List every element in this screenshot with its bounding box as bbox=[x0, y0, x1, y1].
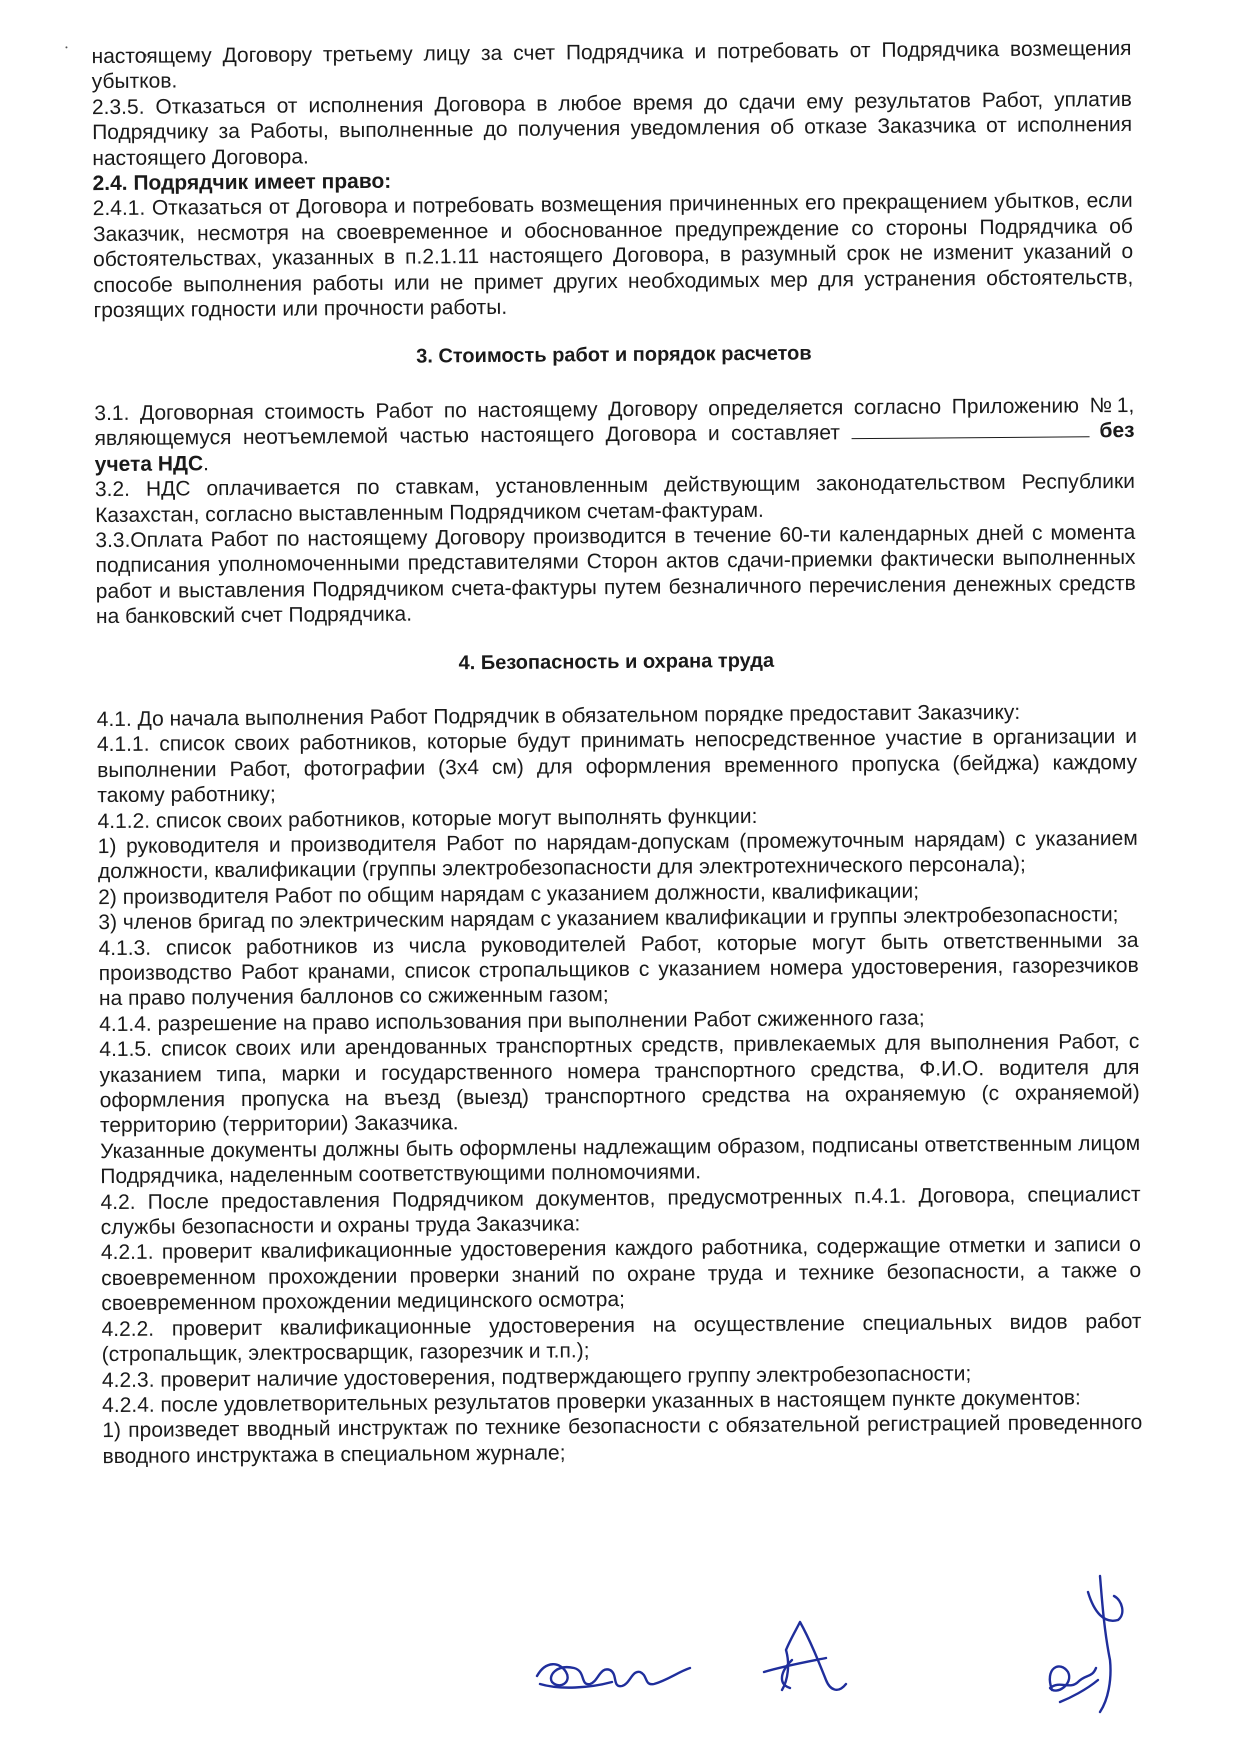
paragraph-4-1-5: 4.1.5. список своих или арендованных транспортных средств, привлекаемых для выполнения Работ, с указанием типа, марки и государственного номера транспортного средства, Ф.И.О. водителя для оформления пропуска на въезд (выезд) транспортного средства на охраняемую (с охраняемой) территорию (территории) Заказчика. bbox=[99, 1030, 1140, 1138]
paragraph-4-2-3: 4.2.3. проверит наличие удостоверения, подтверждающего группу электробезопасности; bbox=[101, 1361, 972, 1392]
paragraph-4-2-2: 4.2.2. проверит квалификационные удостоверения на осуществление специальных видов работ (стропальщик, электросварщик, газорезчик и т.п.); bbox=[101, 1309, 1142, 1367]
paragraph-2-4-1: 2.4.1. Отказаться от Договора и потребовать возмещения причиненных его прекращением убытков, если Заказчик, несмотря на своевременное и обоснованное предупреждение со стороны Подрядчика об обстоятельствах, указанных в п.2.1.11 настоящего Договора, в разумный срок не изменит указаний о способе выполнения работы или не примет других необходимых мер для устранения обстоятельств, грозящих годности или прочности работы. bbox=[92, 189, 1134, 323]
subheading-2-4: 2.4. Подрядчик имеет право: bbox=[92, 169, 392, 196]
paragraph-4-1-1: 4.1.1. список своих работников, которые будут принимать непосредственное участие в организации и выполнении Работ, фотографии (3х4 см) для оформления временного пропуска (бейджа) каждому такому работнику; bbox=[96, 725, 1138, 808]
paragraph-4-2: 4.2. После предоставления Подрядчиком документов, предусмотренных п.4.1. Договора, специалист службы безопасности и охраны труда Заказчика: bbox=[100, 1182, 1141, 1240]
list-item-1: 1) руководителя и производителя Работ по нарядам-допускам (промежуточным нарядам) с указанием должности, квалификации (группы электробезопасности для электротехнического персонала); bbox=[97, 826, 1138, 884]
paragraph-2-3-5: 2.3.5. Отказаться от исполнения Договора в любое время до сдачи ему результатов Работ, уплатив Подрядчику за Работы, выполненные до получения уведомления об отказе Заказчика от исполнения настоящего Договора. bbox=[91, 87, 1133, 170]
paragraph-3-1-end: . bbox=[203, 451, 210, 475]
section-4-heading: 4. Безопасность и охрана труда bbox=[458, 649, 775, 674]
paragraph-4-1: 4.1. До начала выполнения Работ Подрядчик в обязательном порядке предоставит Заказчику: bbox=[96, 700, 1021, 732]
vat-note: без учета НДС bbox=[94, 419, 1135, 476]
list-item-induction: 1) произведет вводный инструктаж по технике безопасности с обязательной регистрацией проведенного вводного инструктажа в специальном журнале; bbox=[102, 1411, 1143, 1468]
document-body bbox=[91, 36, 1142, 1469]
paragraph-continuation: настоящему Договору третьему лицу за счет Подрядчика и потребовать от Подрядчика возмещения убытков. bbox=[91, 36, 1132, 94]
paragraph-4-2-1: 4.2.1. проверит квалификационные удостоверения каждого работника, содержащие отметки и записи о своевременном прохождении проверки знаний по охране труда и технике безопасности, а также о своевременном прохождении медицинского осмотра; bbox=[100, 1233, 1142, 1316]
paragraph-4-1-3: 4.1.3. список работников из числа руководителей Работ, которые могут быть ответственными за производство Работ кранами, список стропальщиков с указанием номера удостоверения, газорезчиков на право получения баллонов со сжиженным газом; bbox=[98, 928, 1139, 1011]
paragraph-3-1 bbox=[94, 393, 1135, 477]
amount-blank-line bbox=[851, 419, 1089, 440]
paragraph-4-2-4: 4.2.4. после удовлетворительных результатов проверки указанных в настоящем пункте документов: bbox=[102, 1386, 1081, 1417]
paragraph-4-1-2: 4.1.2. список своих работников, которые могут выполнять функции: bbox=[97, 804, 758, 833]
paragraph-3-1-text: 3.1. Договорная стоимость Работ по настоящему Договору определяется согласно Приложению №1, являющемуся неотъемлемой частью настоящего Договора и составляет bbox=[94, 393, 1135, 451]
scan-speck bbox=[65, 46, 67, 48]
list-item-2: 2) производителя Работ по общим нарядам с указанием должности, квалификации; bbox=[98, 879, 920, 909]
section-3-heading: 3. Стоимость работ и порядок расчетов bbox=[416, 342, 812, 369]
paragraph-3-3: 3.3.Оплата Работ по настоящему Договору производится в течение 60-ти календарных дней с момента подписания уполномоченными представителями Сторон актов сдачи-приемки фактически выполненных работ и выставления Подрядчиком счета-фактуры путем безналичного перечисления денежных средств на банковский счет Подрядчика. bbox=[95, 520, 1136, 629]
list-item-3: 3) членов бригад по электрическим нарядам с указанием квалификации и группы электробезопасности; bbox=[98, 903, 1119, 935]
paragraph-3-2: 3.2. НДС оплачивается по ставкам, установленным действующим законодательством Республики Казахстан, согласно выставленным Подрядчиком счетам-фактурам. bbox=[94, 470, 1136, 527]
paragraph-documents-note: Указанные документы должны быть оформлены надлежащим образом, подписаны ответственным лицом Подрядчика, наделенным соответствующими полномочиями. bbox=[100, 1131, 1141, 1189]
paragraph-4-1-4: 4.1.4. разрешение на право использования при выполнении Работ сжиженного газа; bbox=[99, 1006, 925, 1036]
